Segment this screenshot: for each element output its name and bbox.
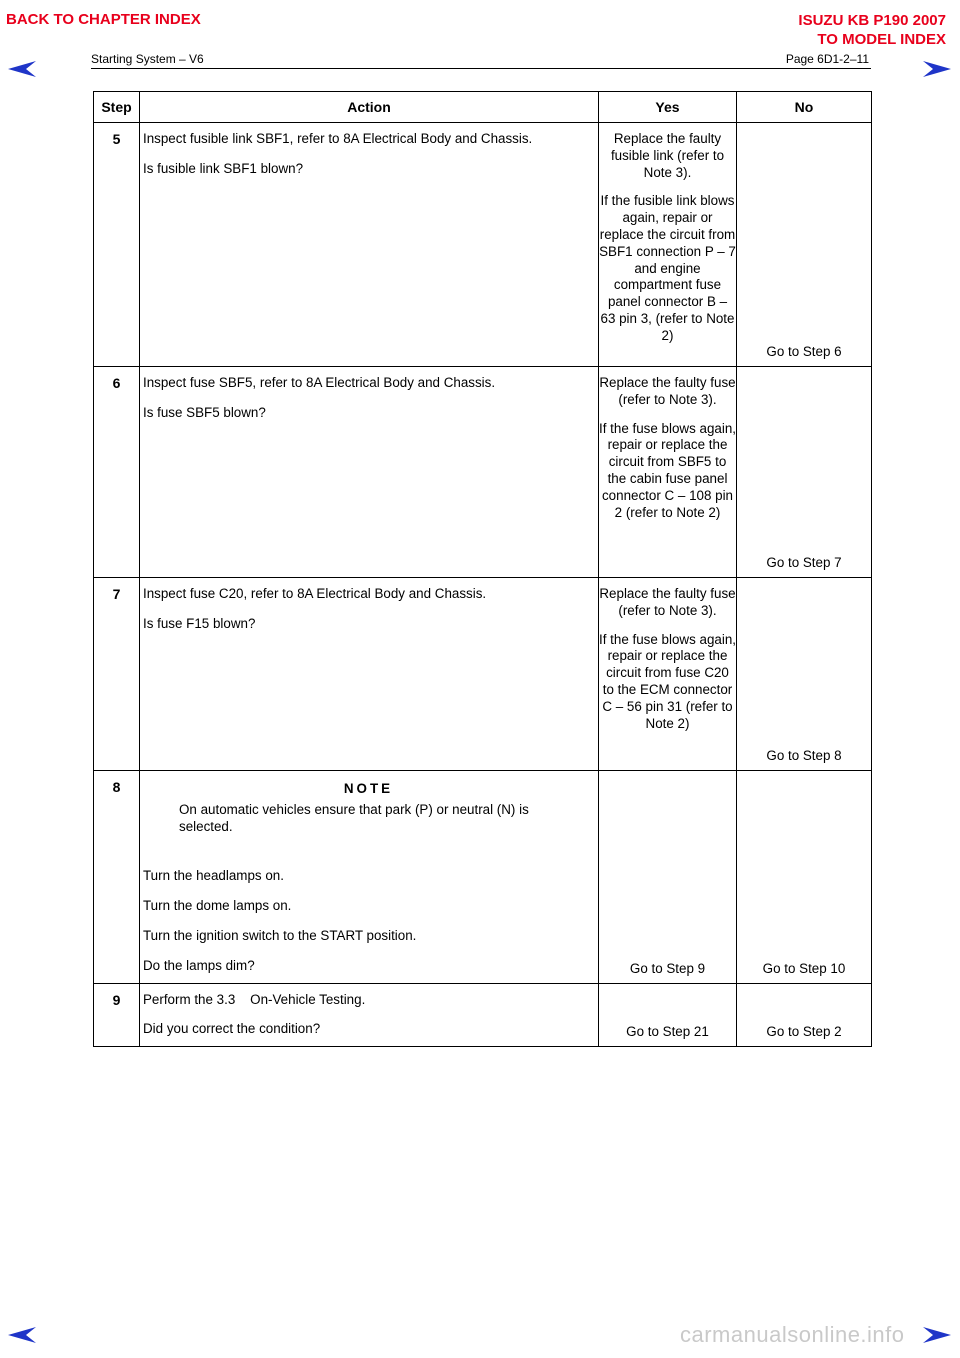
step-number: 6	[94, 367, 140, 578]
yes-text: Go to Step 21	[626, 1024, 709, 1040]
table-row	[94, 367, 872, 578]
step-number: 5	[94, 123, 140, 367]
no-cell	[737, 367, 872, 578]
table-row	[94, 983, 872, 1047]
diagnostic-table	[93, 91, 872, 1047]
page-number: Page 6D1-2–11	[785, 52, 869, 66]
table-row	[94, 771, 872, 984]
yes-text: Replace the faulty fusible link (refer to Note 3).	[610, 131, 725, 180]
action-cell	[140, 367, 599, 578]
note-title: NOTE	[343, 781, 394, 796]
section-title: Starting System – V6	[91, 52, 204, 66]
action-text: Turn the headlamps on.	[143, 868, 284, 884]
yes-text: If the fuse blows again, repair or replace the circuit from fuse C20 to the ECM connector C – 56 pin 31 (refer to Note 2)	[599, 631, 736, 731]
to-model-index-link[interactable]: TO MODEL INDEX	[817, 31, 946, 48]
yes-text: If the fuse blows again, repair or replace the circuit from SBF5 to the cabin fuse panel connector C – 108 pin 2 (refer to Note 2)	[599, 420, 736, 520]
yes-text: Go to Step 9	[629, 960, 706, 976]
no-cell	[737, 771, 872, 984]
header-rule	[91, 68, 871, 69]
yes-cell	[599, 123, 737, 367]
step-header: Step	[94, 92, 140, 123]
yes-text: Replace the faulty fuse (refer to Note 3).	[599, 375, 736, 407]
previous-page-bottom-arrow-icon[interactable]	[6, 1325, 38, 1345]
note-text: On automatic vehicles ensure that park (P) or neutral (N) is selected.	[179, 801, 529, 834]
no-text: Go to Step 8	[766, 748, 842, 764]
action-text: Inspect fuse SBF5, refer to 8A Electrical Body and Chassis.	[143, 375, 496, 390]
step-number: 9	[94, 983, 140, 1047]
next-page-arrow-icon[interactable]	[921, 59, 953, 79]
table-header-row	[94, 92, 872, 123]
action-text: Turn the dome lamps on.	[143, 898, 292, 914]
action-cell	[140, 771, 599, 984]
back-to-chapter-index-link[interactable]: BACK TO CHAPTER INDEX	[6, 11, 201, 28]
previous-page-arrow-icon[interactable]	[6, 59, 38, 79]
no-text: Go to Step 10	[762, 960, 846, 976]
action-text: Turn the ignition switch to the START position.	[143, 927, 417, 943]
step-number: 7	[94, 578, 140, 771]
no-text: Go to Step 2	[766, 1024, 842, 1040]
action-text: Is fusible link SBF1 blown?	[143, 160, 304, 176]
yes-header: Yes	[599, 92, 737, 123]
no-text: Go to Step 7	[766, 555, 842, 571]
action-text: Inspect fusible link SBF1, refer to 8A Electrical Body and Chassis.	[143, 131, 533, 146]
model-index-block	[798, 11, 946, 49]
action-text: Do the lamps dim?	[143, 957, 255, 973]
action-text: Did you correct the condition?	[143, 1021, 321, 1037]
action-text: Is fuse SBF5 blown?	[143, 404, 266, 420]
yes-cell	[599, 367, 737, 578]
model-title-link[interactable]: ISUZU KB P190 2007	[798, 12, 946, 29]
action-cell	[140, 983, 599, 1047]
yes-text: Replace the faulty fuse (refer to Note 3).	[599, 586, 736, 618]
no-header: No	[737, 92, 872, 123]
action-header: Action	[140, 92, 599, 123]
yes-cell	[599, 983, 737, 1047]
action-text: Perform the 3.3 On-Vehicle Testing.	[143, 991, 366, 1007]
table-row	[94, 123, 872, 367]
next-page-bottom-arrow-icon[interactable]	[921, 1325, 953, 1345]
no-cell	[737, 123, 872, 367]
no-cell	[737, 983, 872, 1047]
action-cell	[140, 123, 599, 367]
no-cell	[737, 578, 872, 771]
action-text: Inspect fuse C20, refer to 8A Electrical Body and Chassis.	[143, 586, 487, 601]
no-text: Go to Step 6	[766, 344, 842, 360]
step-number: 8	[94, 771, 140, 984]
watermark: carmanualsonline.info	[680, 1322, 905, 1347]
yes-text: If the fusible link blows again, repair or replace the circuit from SBF1 connection P – 7 and engine compartment fuse panel connector B – 63 pin 3, (refer to Note 2)	[599, 193, 736, 343]
action-text: Is fuse F15 blown?	[143, 615, 256, 631]
yes-cell	[599, 771, 737, 984]
action-cell	[140, 578, 599, 771]
table-row	[94, 578, 872, 771]
yes-cell	[599, 578, 737, 771]
